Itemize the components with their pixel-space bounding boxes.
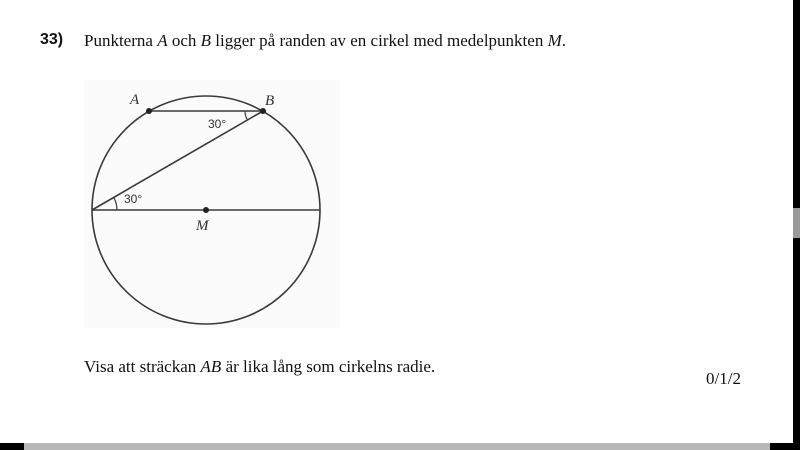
task-text-part: Visa att sträckan	[84, 357, 201, 376]
task-segment-ab: AB	[200, 357, 222, 376]
question-text	[84, 31, 566, 51]
label-point-b: B	[265, 93, 275, 109]
label-angle-left: 30°	[124, 192, 143, 206]
horizontal-scrollbar[interactable]	[24, 443, 770, 450]
question-text-part: och	[167, 31, 201, 50]
task-text-part: är lika lång som cirkelns radie.	[221, 357, 436, 376]
vertical-scrollbar-thumb[interactable]	[793, 208, 800, 238]
question-text-part: ligger på randen av en cirkel med medelpunkten	[211, 31, 548, 50]
question-point-a: A	[157, 31, 168, 50]
points-indicator: 0/1/2	[706, 369, 741, 388]
task-text	[84, 357, 435, 377]
label-center-m: M	[196, 218, 209, 234]
label-angle-top: 30°	[208, 117, 227, 131]
center-m-dot	[203, 207, 209, 213]
question-text-part: .	[561, 31, 567, 50]
question-point-b: B	[200, 31, 212, 50]
circle-figure	[84, 80, 340, 328]
question-text-part: Punkterna	[84, 31, 158, 50]
label-point-a: A	[130, 92, 140, 108]
question-center-m: M	[547, 31, 562, 50]
question-number: 33)	[40, 31, 64, 48]
point-a-dot	[146, 108, 152, 114]
